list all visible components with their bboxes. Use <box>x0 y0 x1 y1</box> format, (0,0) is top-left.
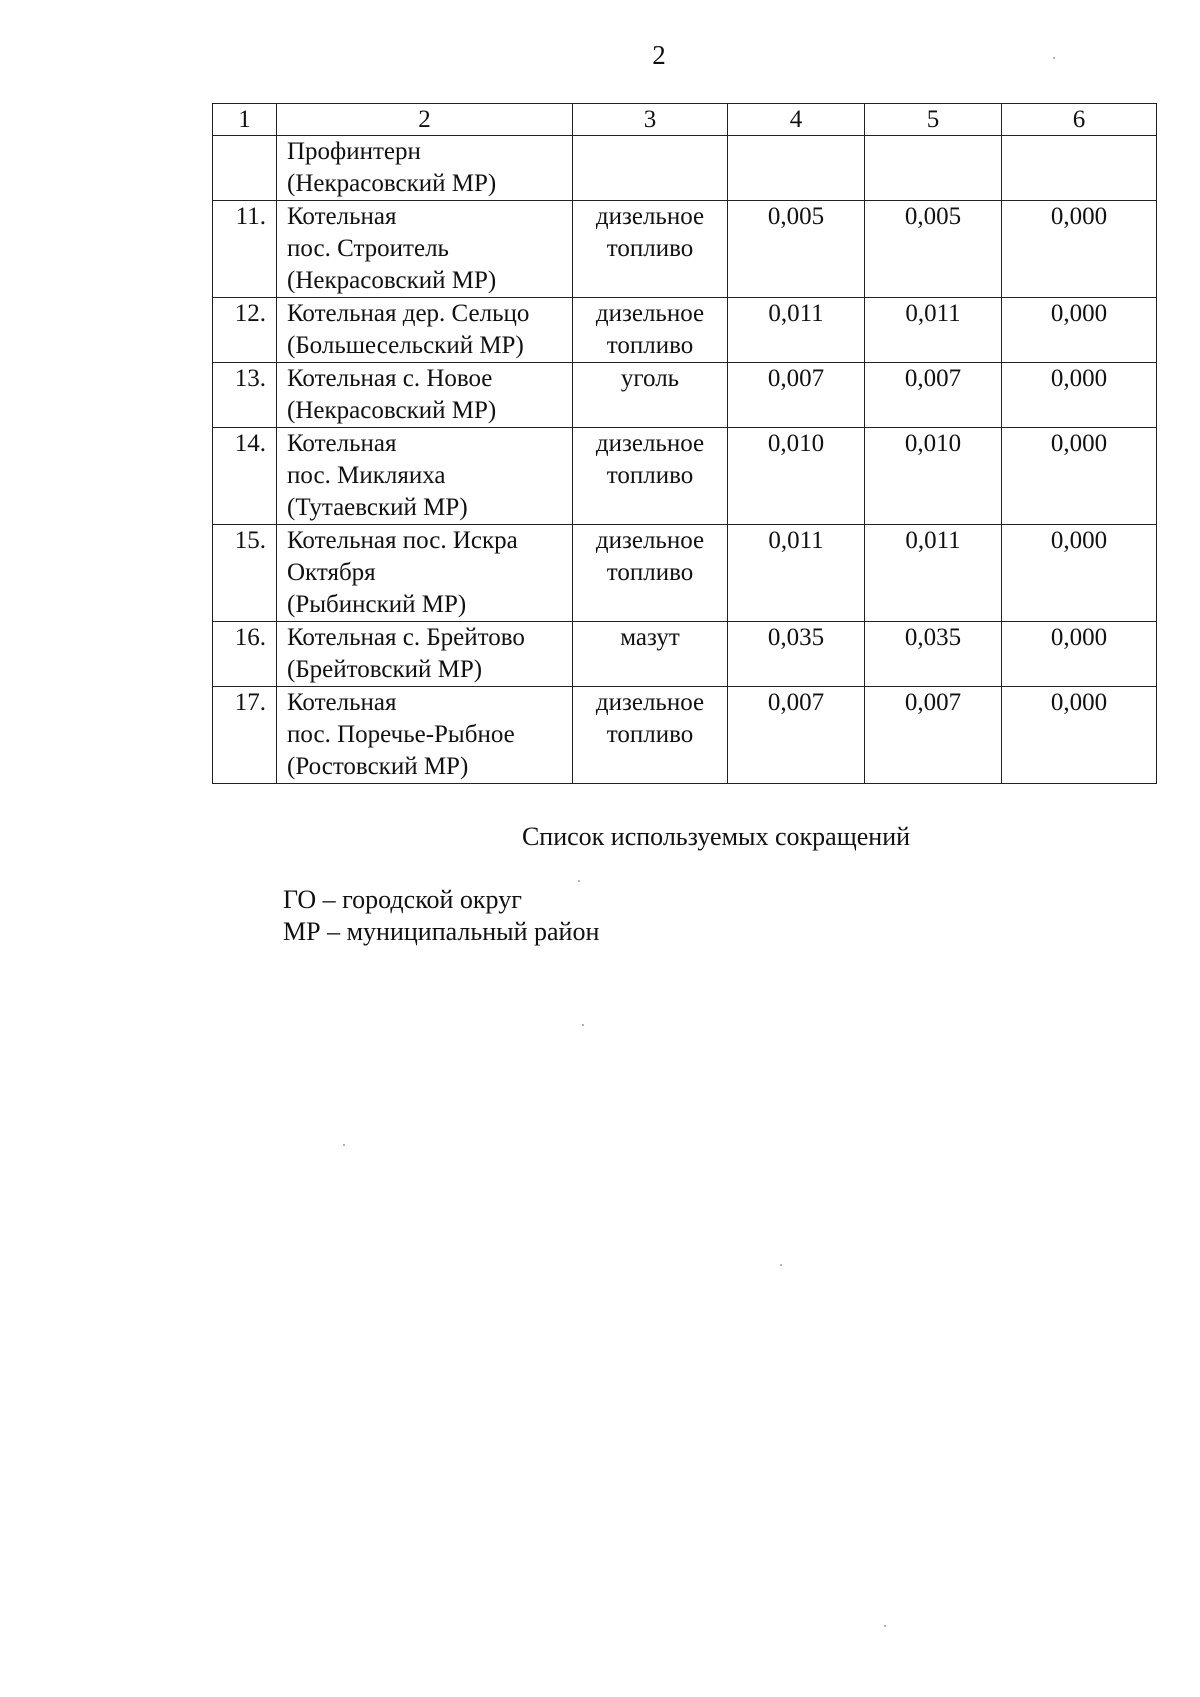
scan-speck <box>884 1625 886 1627</box>
row-number-cell: 16. <box>213 622 277 687</box>
boiler-name-cell <box>277 525 573 622</box>
value-cell-v4: 0,005 <box>728 201 865 298</box>
cell-line: топливо <box>606 721 694 748</box>
value-cell-v6: 0,000 <box>1002 298 1157 363</box>
value-cell-v4: 0,011 <box>728 298 865 363</box>
value-cell-v4: 0,035 <box>728 622 865 687</box>
column-header: 5 <box>865 104 1002 136</box>
value-cell-v5: 0,011 <box>865 298 1002 363</box>
cell-line: Котельная с. Брейтово <box>287 624 525 651</box>
cell-line: Котельная <box>287 689 397 716</box>
value-cell-v4: 0,010 <box>728 428 865 525</box>
cell-line: топливо <box>606 332 694 359</box>
cell-line: (Ростовский МР) <box>287 753 469 780</box>
abbreviations-list <box>283 884 599 948</box>
fuel-type-cell <box>573 622 728 687</box>
table-row <box>213 298 1157 363</box>
row-number-cell: 14. <box>213 428 277 525</box>
boiler-name-cell <box>277 363 573 428</box>
cell-line: (Брейтовский МР) <box>287 656 483 683</box>
cell-line: топливо <box>606 235 694 262</box>
value-cell-v6 <box>1002 136 1157 201</box>
scan-speck <box>1053 57 1055 59</box>
boiler-name-cell <box>277 428 573 525</box>
value-cell-v4 <box>728 136 865 201</box>
value-cell-v6: 0,000 <box>1002 525 1157 622</box>
value-cell-v5: 0,005 <box>865 201 1002 298</box>
cell-line: дизельное <box>595 430 705 457</box>
fuel-type-cell <box>573 363 728 428</box>
cell-line: (Большесельский МР) <box>287 332 524 359</box>
row-number-cell: 13. <box>213 363 277 428</box>
value-cell-v5: 0,007 <box>865 687 1002 784</box>
fuel-type-cell <box>573 525 728 622</box>
cell-line: Котельная <box>287 430 397 457</box>
table-row <box>213 525 1157 622</box>
boiler-name-cell <box>277 687 573 784</box>
row-number-cell: 12. <box>213 298 277 363</box>
table-row <box>213 687 1157 784</box>
table-row <box>213 136 1157 201</box>
cell-line: (Тутаевский МР) <box>287 494 468 521</box>
scan-speck <box>582 1024 584 1026</box>
column-header: 1 <box>213 104 277 136</box>
abbreviation-item: ГО – городской округ <box>283 885 522 914</box>
column-header: 3 <box>573 104 728 136</box>
data-table <box>212 103 1157 784</box>
cell-line: Профинтерн <box>287 138 421 165</box>
cell-line: уголь <box>620 365 680 392</box>
table-row <box>213 622 1157 687</box>
boiler-name-cell <box>277 298 573 363</box>
column-header: 6 <box>1002 104 1157 136</box>
cell-line: дизельное <box>595 689 705 716</box>
fuel-type-cell <box>573 136 728 201</box>
value-cell-v6: 0,000 <box>1002 363 1157 428</box>
cell-line: дизельное <box>595 300 705 327</box>
cell-line: (Некрасовский МР) <box>287 267 497 294</box>
value-cell-v5: 0,035 <box>865 622 1002 687</box>
fuel-type-cell <box>573 428 728 525</box>
cell-line: (Некрасовский МР) <box>287 170 497 197</box>
fuel-type-cell <box>573 687 728 784</box>
boiler-name-cell <box>277 201 573 298</box>
value-cell-v4: 0,011 <box>728 525 865 622</box>
cell-line: Котельная с. Новое <box>287 365 493 392</box>
cell-line: пос. Поречье-Рыбное <box>287 721 515 748</box>
fuel-type-cell <box>573 201 728 298</box>
cell-line: пос. Микляиха <box>287 462 446 489</box>
scan-speck <box>578 880 580 882</box>
table-header-row <box>213 104 1157 136</box>
table-row <box>213 428 1157 525</box>
cell-line: топливо <box>606 559 694 586</box>
table-row <box>213 201 1157 298</box>
cell-line: (Некрасовский МР) <box>287 397 497 424</box>
abbreviation-item: МР – муниципальный район <box>283 917 600 946</box>
value-cell-v5: 0,011 <box>865 525 1002 622</box>
cell-line: пос. Строитель <box>287 235 449 262</box>
cell-line: Котельная пос. Искра <box>287 527 518 554</box>
table-row <box>213 363 1157 428</box>
value-cell-v6: 0,000 <box>1002 201 1157 298</box>
value-cell-v5: 0,007 <box>865 363 1002 428</box>
cell-line: Котельная дер. Сельцо <box>287 300 530 327</box>
cell-line: мазут <box>620 624 680 651</box>
row-number-cell: 17. <box>213 687 277 784</box>
table-body <box>213 104 1157 784</box>
fuel-type-cell <box>573 298 728 363</box>
value-cell-v5 <box>865 136 1002 201</box>
cell-line: Октября <box>287 559 376 586</box>
cell-line: дизельное <box>595 203 705 230</box>
row-number-cell: 15. <box>213 525 277 622</box>
cell-line: Котельная <box>287 203 397 230</box>
column-header: 4 <box>728 104 865 136</box>
value-cell-v5: 0,010 <box>865 428 1002 525</box>
scan-speck <box>343 1144 345 1146</box>
page-number: 2 <box>652 40 666 70</box>
cell-line: дизельное <box>595 527 705 554</box>
value-cell-v6: 0,000 <box>1002 622 1157 687</box>
boiler-name-cell <box>277 136 573 201</box>
cell-line: (Рыбинский МР) <box>287 591 467 618</box>
abbreviations-title: Список используемых сокращений <box>521 822 911 851</box>
cell-line: топливо <box>606 462 694 489</box>
scan-speck <box>780 1264 782 1266</box>
value-cell-v6: 0,000 <box>1002 687 1157 784</box>
value-cell-v6: 0,000 <box>1002 428 1157 525</box>
boiler-name-cell <box>277 622 573 687</box>
value-cell-v4: 0,007 <box>728 687 865 784</box>
value-cell-v4: 0,007 <box>728 363 865 428</box>
column-header: 2 <box>277 104 573 136</box>
row-number-cell <box>213 136 277 201</box>
row-number-cell: 11. <box>213 201 277 298</box>
